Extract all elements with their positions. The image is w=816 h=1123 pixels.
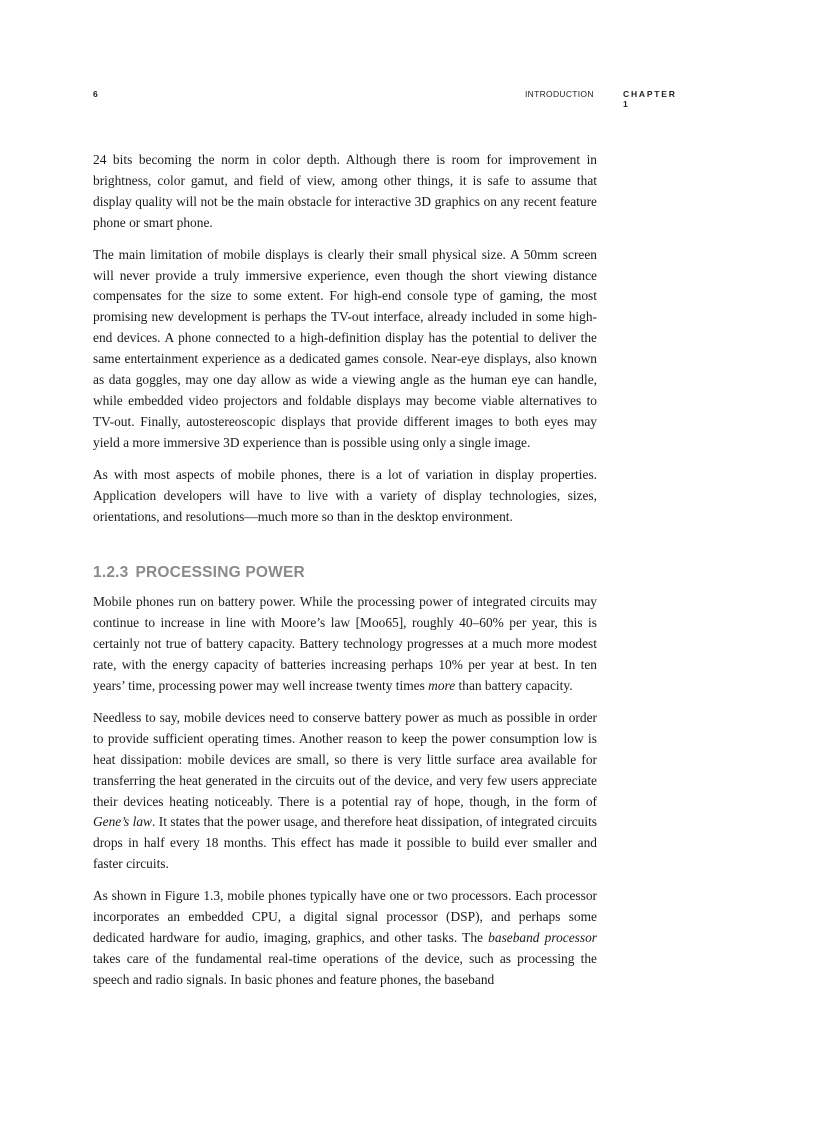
paragraph-text: Needless to say, mobile devices need to conserve battery power as much as possible in order to provide sufficient operating times. Another reason to keep the power consumption low is heat dissipation: mobile devices are small, so there is very little surface area available for transferring the heat generated in the circuits out of the device, and very few users appreciate their devices heating noticeably. There is a potential ray of hope, though, in the form of [93,709,597,809]
paragraph-processors [93,886,597,991]
paragraph-text: Mobile phones run on battery power. While the processing power of integrated circuits may continue to increase in line with Moore’s law [Moo65], roughly 40–60% per year, this is certainly not true of battery capacity. Battery technology progresses at a much more modest rate, with the energy capacity of batteries increasing perhaps 10% per year at best. In ten years’ time, processing power may well increase twenty times [93,594,597,694]
paragraph-display-quality: 24 bits becoming the norm in color depth. Although there is room for improvement in brightness, color gamut, and field of view, among other things, it is safe to assume that display quality will not be the main obstacle for interactive 3D graphics on any recent feature phone or smart phone. [93,152,597,230]
paragraph-text: than battery capacity. [455,678,573,694]
running-chapter-label: CHAPTER 1 [623,89,677,109]
section-number: 1.2.3 [93,564,129,582]
body-text [93,150,597,1002]
page-number: 6 [93,89,98,99]
paragraph-display-variation: As with most aspects of mobile phones, there is a lot of variation in display properties. Application developers will have to live with a variety of display technologies, sizes, orientations, and resolutions—much more so than in the desktop environment. [93,466,597,524]
running-section-title: INTRODUCTION [525,89,594,99]
paragraph-battery-power [93,592,597,697]
paragraph-display-size: The main limitation of mobile displays is clearly their small physical size. A 50mm screen will never provide a truly immersive experience, even though the short viewing distance compensates for the size to some extent. For high-end console type of gaming, the most promising new development is perhaps the TV-out interface, already included in some high-end devices. A phone connected to a high-definition display has the potential to deliver the same entertainment experience as a dedicated games console. Near-eye displays, also known as data goggles, may one day allow as wide a viewing angle as the human eye can handle, while embedded video projectors and foldable displays may become viable alternatives to TV-out. Finally, autostereoscopic displays that provide different images to both eyes may yield a more immersive 3D experience than is possible using only a single image. [93,246,597,450]
paragraph-text: As shown in Figure 1.3, mobile phones typically have one or two processors. Each processor incorporates an embedded CPU, a digital signal processor (DSP), and perhaps some dedicated hardware for audio, imaging, graphics, and other tasks. The [93,888,597,945]
paragraph-text: . It states that the power usage, and therefore heat dissipation, of integrated circuits drops in half every 18 months. This effect has made it possible to build ever smaller and faster circuits. [93,814,597,872]
running-header [93,89,683,109]
paragraph-heat-dissipation [93,708,597,875]
section-title: PROCESSING POWER [135,564,305,582]
section-heading [93,563,597,583]
emphasis-text: more [428,678,456,694]
emphasis-text: baseband processor [488,930,598,945]
paragraph-text: takes care of the fundamental real-time operations of the device, such as processing the speech and radio signals. In basic phones and feature phones, the baseband [93,950,597,987]
emphasis-text: Gene’s law [93,814,152,830]
